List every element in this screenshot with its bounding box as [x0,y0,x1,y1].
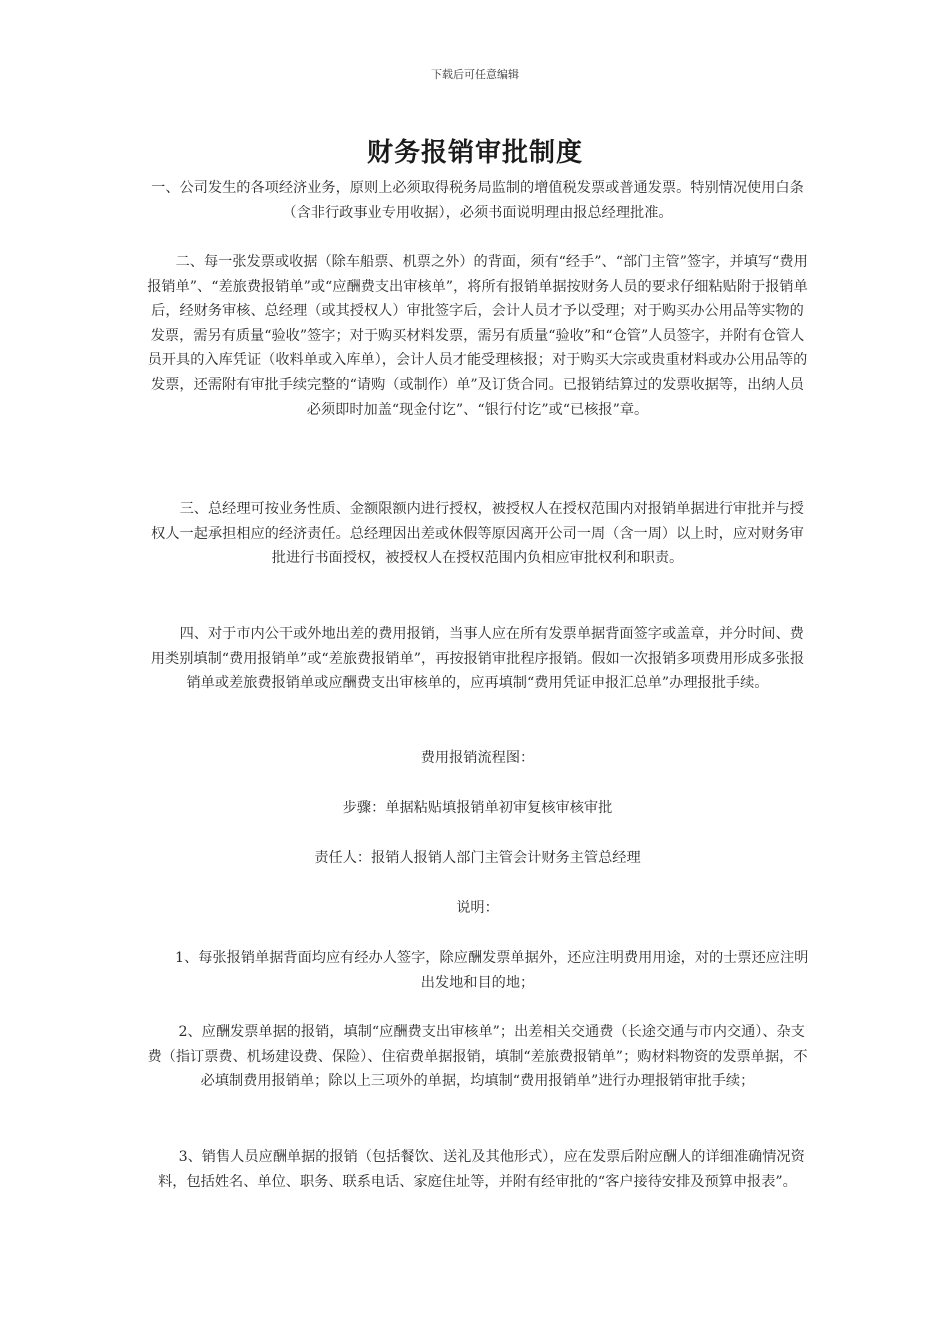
flow-steps: 步骤：单据粘贴填报销单初审复核审核审批 [342,800,613,816]
notes-title: 说明： [456,900,499,916]
paragraph-3: 三、总经理可按业务性质、金额限额内进行授权，被授权人在授权范围内对报销单据进行审批并与授权人一起承担相应的经济责任。总经理因出差或休假等原因离开公司一周（含一周）以上时，应对财务审批进行书面授权，被授权人在授权范围内负相应审批权利和职责。 [151,501,804,567]
paragraph-2: 二、每一张发票或收据（除车船票、机票之外）的背面，须有“经手”、“部门主管”签字，并填写“费用报销单”、“差旅费报销单”或“应酬费支出审核单”，将所有报销单据按财务人员的要求仔细粘贴附于报销单后，经财务审核、总经理（或其授权人）审批签字后，会计人员才予以受理；对于购买办公用品等实物的发票，需另有质量“验收”签字；对于购买材料发票，需另有质量“验收”和“仓管”人员签字，并附有仓管人员开具的入库凭证（收料单或入库单），会计人员才能受理核报；对于购买大宗或贵重材料或办公用品等的发票，还需附有审批手续完整的“请购（或制作）单”及订货合同。已报销结算过的发票收据等，出纳人员必须即时加盖“现金付讫”、“银行付讫”或“已核报”章。 [147,254,808,418]
note-item-3: 3、销售人员应酬单据的报销（包括餐饮、送礼及其他形式），应在发票后附应酬人的详细准确情况资料，包括姓名、单位、职务、联系电话、家庭住址等，并附有经审批的“客户接待安排及预算申报表”。 [158,1149,805,1190]
note-item-1: 1、每张报销单据背面均应有经办人签字，除应酬发票单据外，还应注明费用用途，对的士票还应注明出发地和目的地； [175,950,809,991]
note-item-2: 2、应酬发票单据的报销，填制“应酬费支出审核单”；出差相关交通费（长途交通与市内交通）、杂支费（指订票费、机场建设费、保险）、住宿费单据报销，填制“差旅费报销单”；购材料物资的发票单据，不必填制费用报销单；除以上三项外的单据，均填制“费用报销单”进行办理报销审批手续； [147,1024,808,1090]
flow-responsible: 责任人：报销人报销人部门主管会计财务主管总经理 [314,850,641,866]
flow-title: 费用报销流程图： [420,750,535,766]
header-note: 下载后可任意编辑 [431,68,519,81]
paragraph-4: 四、对于市内公干或外地出差的费用报销，当事人应在所有发票单据背面签字或盖章，并分时间、费用类别填制“费用报销单”或“差旅费报销单”，再按报销审批程序报销。假如一次报销多项费用形成多张报销单或差旅费报销单或应酬费支出审核单的，应再填制“费用凭证申报汇总单”办理报批手续。 [150,626,805,692]
paragraph-1: 一、公司发生的各项经济业务，原则上必须取得税务局监制的增值税发票或普通发票。特别情况使用白条（含非行政事业专用收据），必须书面说明理由报总经理批准。 [151,180,804,221]
document-title: 财务报销审批制度 [366,138,583,168]
